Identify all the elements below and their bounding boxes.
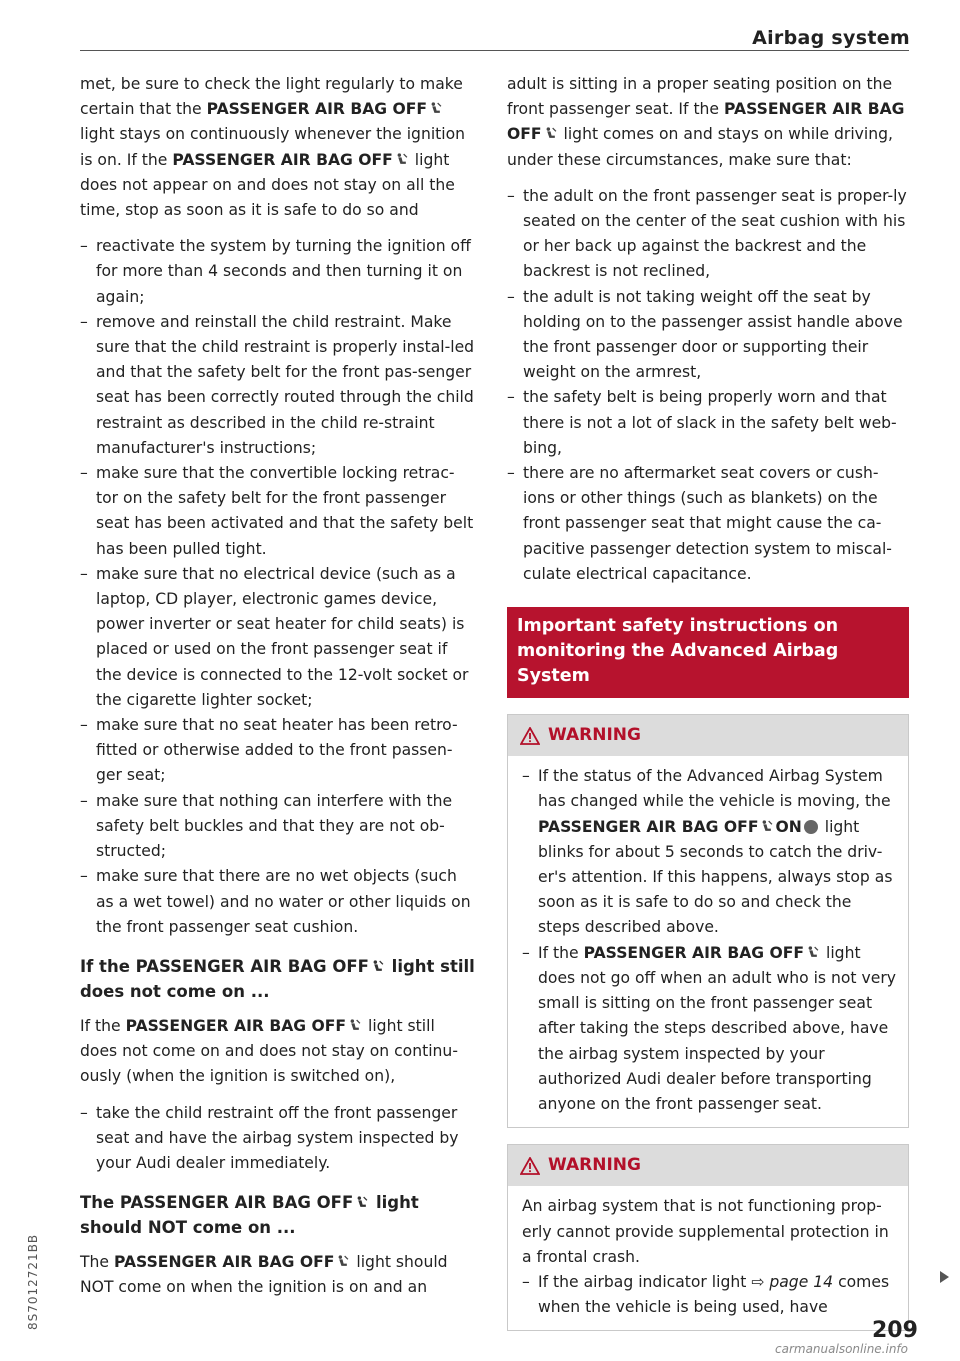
adult-checks-list [507, 184, 909, 587]
list-item: – If the airbag indicator light ⇨ page 14 comes when the vehicle is being used, have [522, 1270, 896, 1320]
warning-label: WARNING [548, 725, 641, 746]
warning-header [508, 715, 908, 756]
list-item: – make sure that there are no wet objects (such as a wet towel) and no water or other liquids on the front passenger seat cushion. [80, 864, 475, 940]
warning-box [507, 714, 909, 1128]
warning-header [508, 1145, 908, 1186]
list-item: – remove and reinstall the child restraint. Make sure that the child restraint is properly instal-led and that the safety belt for the front pas-senger seat has been correctly routed through the child restraint as described in the child re-straint manufacturer's instructions; [80, 310, 475, 461]
subheading-light-still-off: If the PASSENGER AIR BAG OFF light still does not come on ... [80, 956, 475, 1001]
passenger-airbag-off-icon [429, 102, 442, 115]
list-item: – make sure that no electrical device (such as a laptop, CD player, electronic games device, power inverter or seat heater for child seats) is placed or used on the front passenger seat if the device is connected to the 12-volt socket or the cigarette lighter socket; [80, 562, 475, 713]
warning-body [508, 756, 908, 1127]
list-item: – the adult is not taking weight off the seat by holding on to the passenger assist handle above the front passenger door or supporting their weight on the armrest, [507, 285, 909, 386]
warning-triangle-icon [520, 1157, 540, 1175]
list-item: – If the status of the Advanced Airbag System has changed while the vehicle is moving, the PASSENGER AIR BAG OFF ON light blinks for about 5 seconds to catch the driv-er's attention. If this happens, always stop as soon as it is safe to do so and check the steps described above. [522, 764, 896, 940]
paragraph: If the PASSENGER AIR BAG OFF light still does not come on and does not stay on continu-ously (when the ignition is switched on), [80, 1016, 458, 1086]
warning-list [522, 764, 896, 1117]
list-item: – there are no aftermarket seat covers or cush-ions or other things (such as blankets) on the front passenger seat that might cause the ca-pacitive passenger detection system to miscal-culate electrical capacitance. [507, 461, 909, 587]
passenger-airbag-off-icon [806, 946, 819, 959]
list-item: – reactivate the system by turning the ignition off for more than 4 seconds and then turning it on again; [80, 234, 475, 310]
passenger-airbag-off-icon [336, 1255, 349, 1268]
continuation-paragraph: adult is sitting in a proper seating position on the front passenger seat. If the PASSENGER AIR BAG OFF light comes on and stays on while driving, under these circumstances, make sure that: [507, 75, 905, 169]
warning-label: WARNING [548, 1155, 641, 1176]
left-column [80, 72, 475, 1312]
warning-body [508, 1186, 908, 1330]
passenger-airbag-off-icon [355, 1196, 368, 1209]
list-item: – If the PASSENGER AIR BAG OFF light does not go off when an adult who is not very small is sitting on the front passenger seat after taking the steps described above, have the airbag system inspected by your authorized Audi dealer before transporting anyone on the front passenger seat. [522, 941, 896, 1117]
passenger-airbag-off-icon [371, 960, 384, 973]
reactivation-steps-list [80, 234, 475, 940]
warning-box [507, 1144, 909, 1331]
list-item: – take the child restraint off the front passenger seat and have the airbag system inspected by your Audi dealer immediately. [80, 1101, 475, 1177]
list-item: – the adult on the front passenger seat is proper-ly seated on the center of the seat cushion with his or her back up against the backrest and the backrest is not reclined, [507, 184, 909, 285]
warning-text: An airbag system that is not functioning prop-erly cannot provide supplemental protection in a frontal crash. [522, 1197, 889, 1266]
subheading-light-should-not-come-on: The PASSENGER AIR BAG OFF light should NOT come on ... [80, 1193, 419, 1238]
passenger-airbag-off-icon [760, 820, 773, 833]
passenger-airbag-off-icon [395, 153, 408, 166]
right-column [507, 72, 909, 1347]
page-header-title: Airbag system [752, 27, 910, 49]
page-number: 209 [872, 1318, 918, 1343]
list-item: – make sure that the convertible locking retrac-tor on the safety belt for the front passenger seat has been activated and that the safety belt has been pulled tight. [80, 461, 475, 562]
dealer-step-list [80, 1101, 475, 1177]
paragraph: The PASSENGER AIR BAG OFF light should NOT come on when the ignition is on and an [80, 1253, 448, 1297]
header-rule [80, 50, 909, 51]
list-item: – the safety belt is being properly worn and that there is not a lot of slack in the safety belt web-bing, [507, 385, 909, 461]
page-reference-link[interactable]: ⇨ page 14 [751, 1272, 834, 1291]
warning-list [522, 1270, 896, 1320]
intro-paragraph: met, be sure to check the light regularly to make certain that the PASSENGER AIR BAG OFF light stays on continuously whenever the ignition is on. If the PASSENGER AIR BAG OFF light does not appear on and does not stay on all the time, stop as soon as it is safe to do so and [80, 75, 466, 220]
watermark: carmanualsonline.info [775, 1342, 909, 1356]
passenger-airbag-off-icon [348, 1019, 361, 1032]
passenger-airbag-on-icon [804, 820, 818, 834]
list-item: – make sure that nothing can interfere with the safety belt buckles and that they are not ob-structed; [80, 789, 475, 865]
section-heading: Important safety instructions on monitoring the Advanced Airbag System [507, 607, 909, 698]
passenger-airbag-off-icon [544, 127, 557, 140]
warning-triangle-icon [520, 727, 540, 745]
document-code: 8S7012721BB [26, 1233, 40, 1330]
list-item: – make sure that no seat heater has been retro-fitted or otherwise added to the front passen-ger seat; [80, 713, 475, 789]
continue-arrow-icon [940, 1271, 949, 1283]
